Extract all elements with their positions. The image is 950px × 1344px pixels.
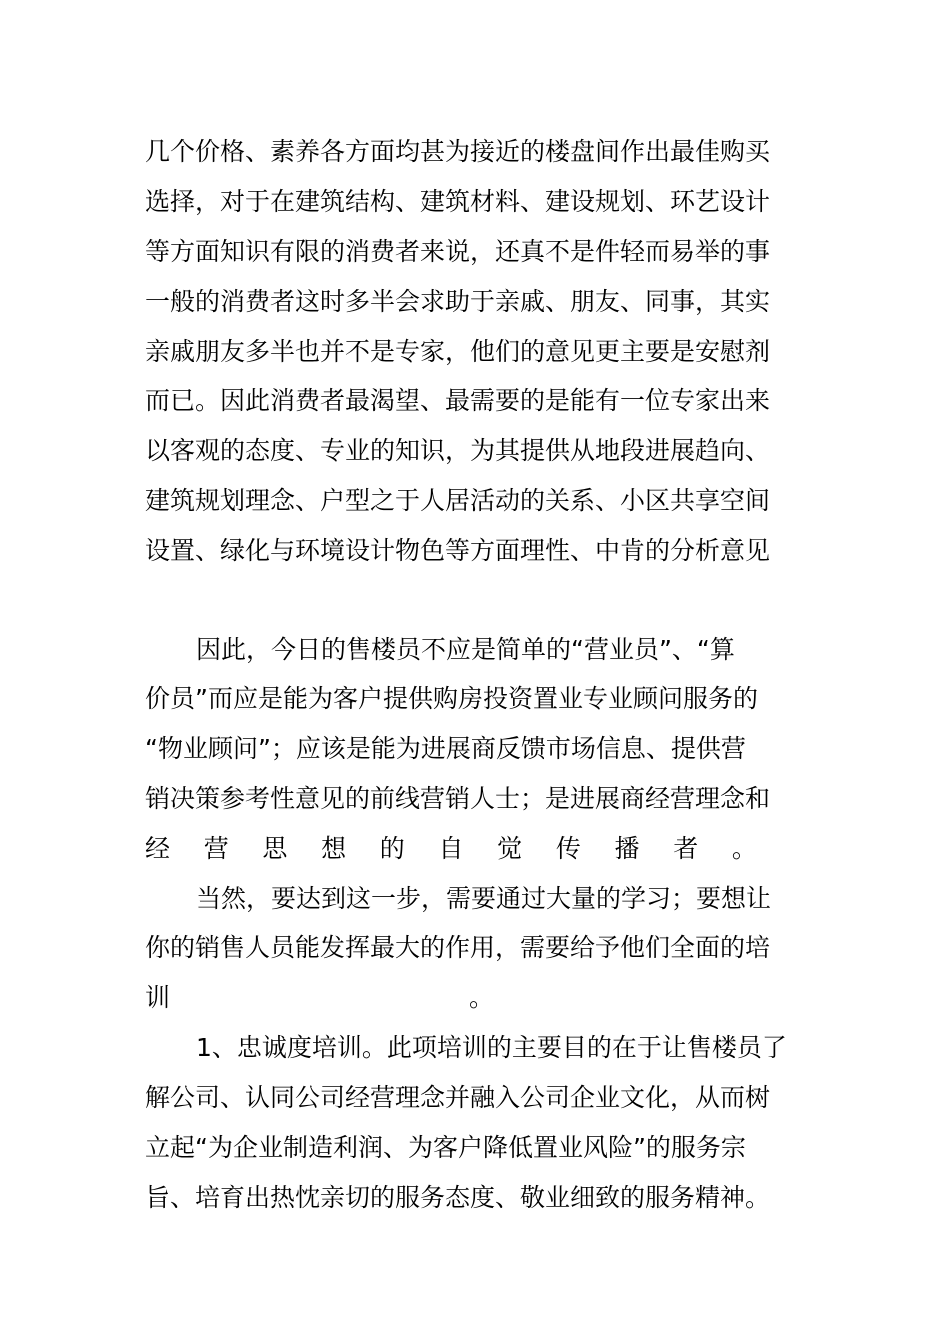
paragraph-line: 你的销售人员能发挥最大的作用，需要给予他们全面的培 [145, 933, 771, 962]
spread-char: 觉 [497, 834, 523, 863]
spread-char: 自 [438, 834, 464, 863]
spread-char: 营 [203, 834, 229, 863]
paragraph-line: 立起“为企业制造利润、为客户降低置业风险”的服务宗 [145, 1133, 746, 1162]
spread-char: 思 [262, 834, 288, 863]
paragraph-line: 设置、绿化与环境设计物色等方面理性、中肯的分析意见 [145, 536, 771, 565]
paragraph-line: 选择，对于在建筑结构、建筑材料、建设规划、环艺设计 [145, 187, 771, 216]
paragraph-line: 1、忠诚度培训。此项培训的主要目的在于让售楼员了 [196, 1033, 787, 1062]
paragraph-line-short [145, 981, 505, 1015]
paragraph-line: 建筑规划理念、户型之于人居活动的关系、小区共享空间 [145, 486, 771, 515]
paragraph-line: 等方面知识有限的消费者来说，还真不是件轻而易举的事 [145, 237, 771, 266]
spread-char: 传 [555, 834, 581, 863]
paragraph-text: 训 [145, 983, 171, 1012]
spread-char: 者 [673, 834, 699, 863]
paragraph-text: 。 [469, 983, 495, 1012]
paragraph-line: 旨、培育出热忱亲切的服务态度、敬业细致的服务精神。 [145, 1183, 771, 1212]
paragraph-line: 销决策参考性意见的前线营销人士；是进展商经营理念和 [145, 784, 771, 813]
spread-char: 播 [614, 834, 640, 863]
paragraph-line: 以客观的态度、专业的知识，为其提供从地段进展趋向、 [145, 436, 771, 465]
spread-char: 经 [145, 834, 171, 863]
spread-char: 的 [379, 834, 405, 863]
paragraph-line: 当然，要达到这一步，需要通过大量的学习；要想让 [196, 884, 772, 913]
paragraph-line: 因此，今日的售楼员不应是简单的“营业员”、“算 [196, 635, 735, 664]
paragraph-line: 一般的消费者这时多半会求助于亲戚、朋友、同事，其实 [145, 287, 771, 316]
paragraph-line: “物业顾问”；应该是能为进展商反馈市场信息、提供营 [145, 734, 746, 763]
paragraph-line: 价员”而应是能为客户提供购房投资置业专业顾问服务的 [145, 684, 758, 713]
spread-char: 。 [731, 834, 757, 863]
spread-char: 想 [321, 834, 347, 863]
paragraph-line-spread [145, 832, 757, 866]
paragraph-line: 而已。因此消费者最渴望、最需要的是能有一位专家出来 [145, 386, 771, 415]
paragraph-line: 亲戚朋友多半也并不是专家，他们的意见更主要是安慰剂 [145, 337, 771, 366]
paragraph-line: 几个价格、素养各方面均甚为接近的楼盘间作出最佳购买 [145, 137, 771, 166]
paragraph-line: 解公司、认同公司经营理念并融入公司企业文化，从而树 [145, 1083, 771, 1112]
